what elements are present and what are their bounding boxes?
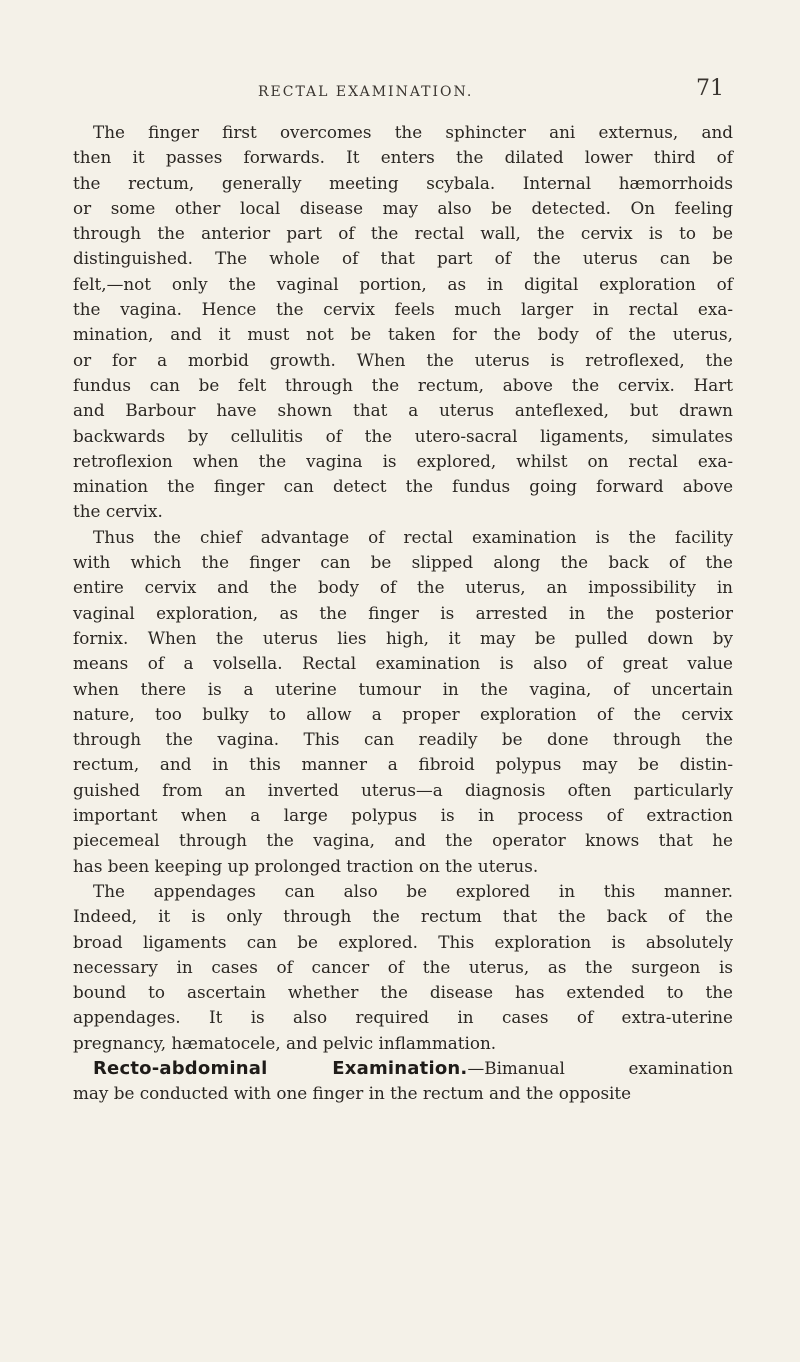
text-line: pregnancy, hæmatocele, and pelvic inflammation. bbox=[73, 1032, 497, 1053]
text-line: the cervix. bbox=[73, 501, 163, 522]
text-line: through the anterior part of the rectal wall, the cervix is to be bbox=[73, 223, 733, 244]
text-line: the vagina. Hence the cervix feels much larger in rectal exa- bbox=[73, 299, 733, 320]
text-line: broad ligaments can be explored. This exploration is absolutely bbox=[73, 931, 733, 952]
section-lead-text: —Bimanual examination bbox=[467, 1057, 734, 1078]
text-line: and Barbour have shown that a uterus anteflexed, but drawn bbox=[73, 400, 733, 421]
text-line: The appendages can also be explored in this manner. bbox=[93, 880, 733, 901]
text-line: fundus can be felt through the rectum, above the cervix. Hart bbox=[73, 374, 733, 395]
text-line: piecemeal through the vagina, and the operator knows that he bbox=[73, 830, 733, 851]
text-line: when there is a uterine tumour in the vagina, of uncertain bbox=[73, 678, 733, 699]
text-line: entire cervix and the body of the uterus, an impossibility in bbox=[73, 577, 733, 598]
text-line: Thus the chief advantage of rectal examination is the facility bbox=[93, 526, 733, 547]
text-line: necessary in cases of cancer of the uterus, as the surgeon is bbox=[73, 956, 733, 977]
running-head: RECTAL EXAMINATION. bbox=[258, 84, 474, 100]
page-number: 71 bbox=[696, 76, 724, 101]
text-line: appendages. It is also required in cases of extra-uterine bbox=[73, 1007, 733, 1028]
text-line: or for a morbid growth. When the uterus is retroflexed, the bbox=[73, 349, 733, 370]
section-heading-line bbox=[73, 1056, 733, 1081]
text-line: retroflexion when the vagina is explored, whilst on rectal exa- bbox=[73, 450, 733, 471]
text-line: nature, too bulky to allow a proper exploration of the cervix bbox=[73, 703, 733, 724]
text-line: through the vagina. This can readily be done through the bbox=[73, 729, 733, 750]
text-line: or some other local disease may also be detected. On feeling bbox=[73, 197, 733, 218]
text-line: The finger first overcomes the sphincter ani externus, and bbox=[93, 122, 733, 142]
text-line: has been keeping up prolonged traction on the uterus. bbox=[73, 855, 539, 876]
text-line: the rectum, generally meeting scybala. Internal hæmorrhoids bbox=[73, 172, 733, 193]
text-line: vaginal exploration, as the finger is arrested in the posterior bbox=[73, 602, 733, 623]
text-line: then it passes forwards. It enters the dilated lower third of bbox=[73, 147, 733, 168]
text-line: distinguished. The whole of that part of the uterus can be bbox=[73, 248, 733, 269]
section-heading: Recto-abdominal Examination. bbox=[93, 1057, 468, 1079]
text-line: with which the finger can be slipped along the back of the bbox=[73, 552, 733, 573]
text-line: means of a volsella. Rectal examination is also of great value bbox=[73, 653, 733, 674]
text-line: backwards by cellulitis of the utero-sacral ligaments, simulates bbox=[73, 425, 733, 446]
page-body bbox=[73, 120, 733, 1107]
text-line: rectum, and in this manner a fibroid polypus may be distin- bbox=[73, 754, 733, 775]
text-line: fornix. When the uterus lies high, it may be pulled down by bbox=[73, 627, 733, 648]
text-line: guished from an inverted uterus—a diagnosis often particularly bbox=[73, 779, 733, 800]
text-line: Indeed, it is only through the rectum that the back of the bbox=[73, 906, 733, 927]
text-line: felt,—not only the vaginal portion, as in digital exploration of bbox=[73, 273, 733, 294]
text-line: bound to ascertain whether the disease has extended to the bbox=[73, 982, 733, 1003]
text-line: mination the finger can detect the fundus going forward above bbox=[73, 476, 733, 497]
text-line: important when a large polypus is in process of extraction bbox=[73, 805, 733, 826]
text-line: may be conducted with one finger in the rectum and the opposite bbox=[73, 1083, 632, 1104]
text-line: mination, and it must not be taken for the body of the uterus, bbox=[73, 324, 733, 345]
